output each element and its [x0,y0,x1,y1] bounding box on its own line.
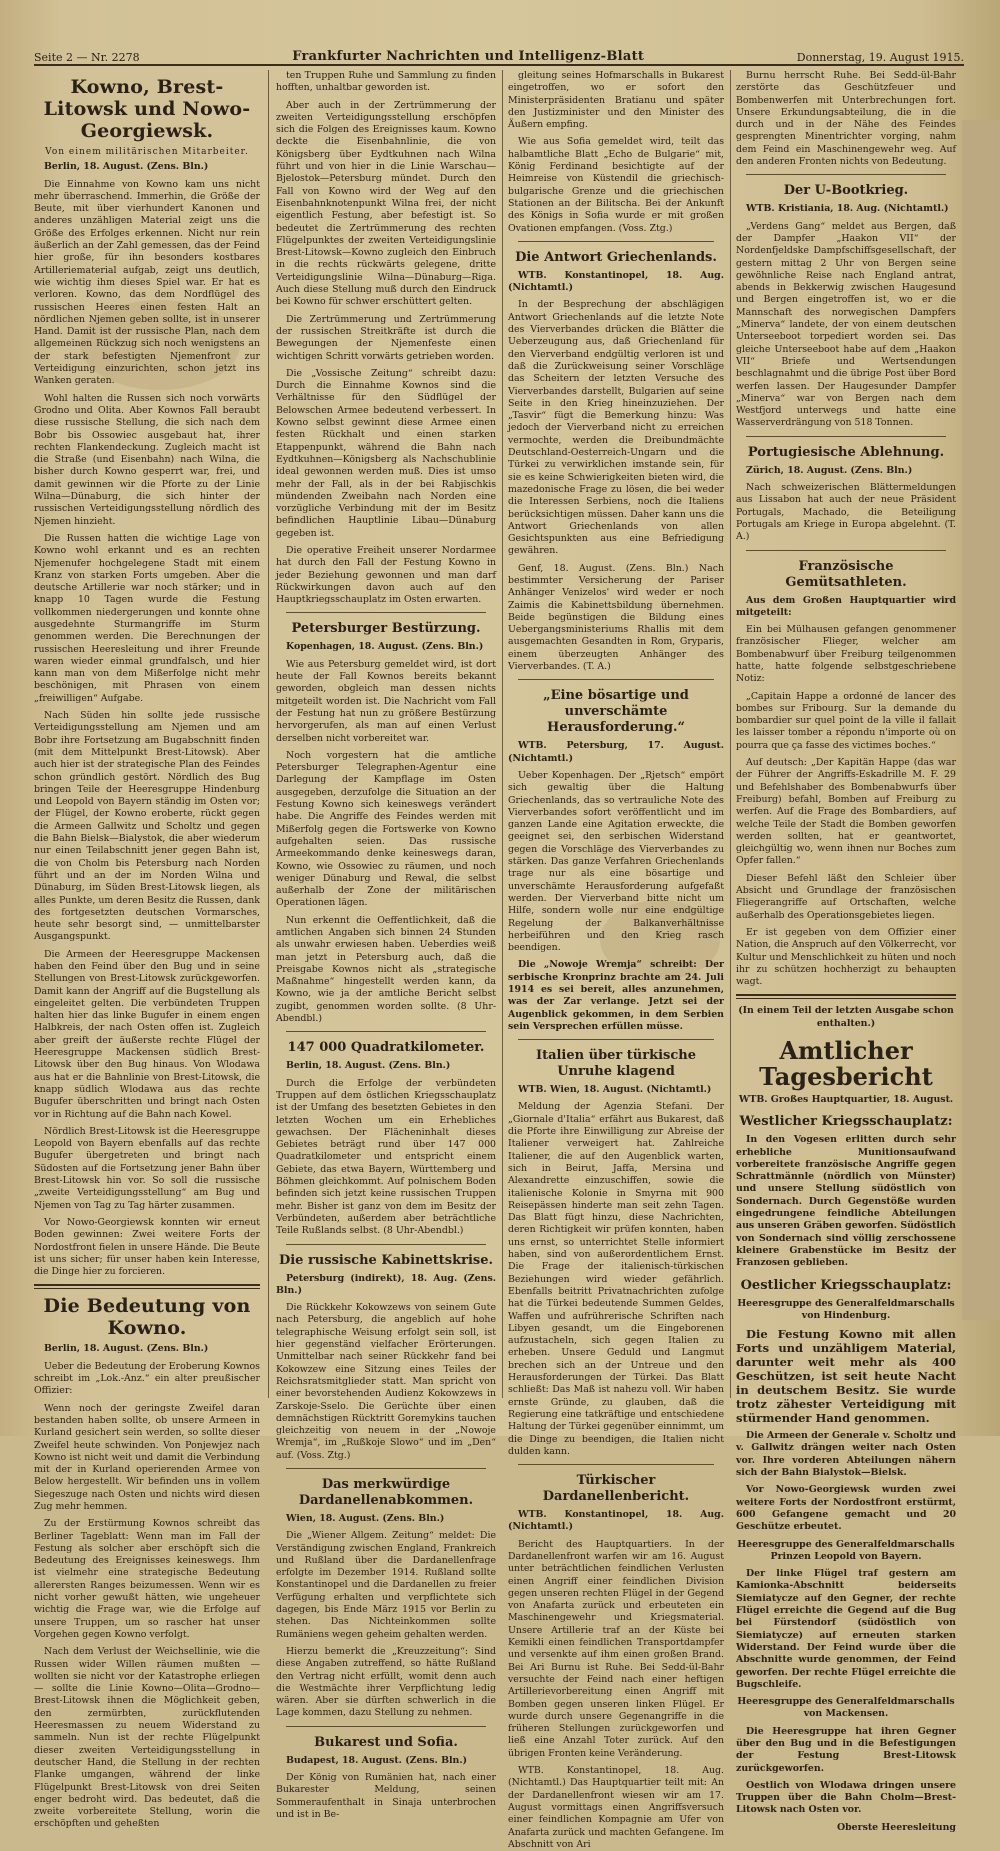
headline-dardanellen: Das merkwürdige Dardanellenabkommen. [298,1476,474,1508]
subheading: Aus dem Großen Hauptquartier wird mitgeteilt: [736,594,956,618]
paragraph: Ueber die Bedeutung der Eroberung Kownos schreibt im „Lok.-Anz.“ ein alter preußischer Offizier: [34,1360,260,1397]
headline-portugal: Portugiesische Ablehnung. [747,444,945,460]
paragraph: Die Rückkehr Kokowzews von seinem Gute nach Petersburg, die angeblich auf hohe telegraphische Weisung erfolgt sein soll, ist hier gegenständ vielfacher Erörterungen. Unmittelbar nach seiner Rückkehr fand bei Kokowzew eine Sitzung eines Teiles der Reichsratsmitglieder statt. Man spricht von einer bevorstehenden Audienz Kokowzews in Zarskoje-Sselo. Die Gerüchte über einen demnächstigen Rücktritt Goremykins tauchen gleichzeitig von neuem in der „Nowoje Wremja“, im „Rußkoje Slowo“ und im „Den“ auf. (Voss. Ztg.) [276,1302,496,1461]
paragraph: Genf, 18. August. (Zens. Bln.) Nach bestimmter Versicherung der Pariser Anhänger Venizelos' wird weder er noch Zaimis die Kabinettsbildung übernehmen. Beide begünstigen die Bildung eines Uebergangsministeriums Rhallis mit dem ausgemachten Gesandten in Rom, Gryparis, einem überzeugten Anhänger des Vierverbandes. (T. A.) [508,562,724,673]
column-4 [736,70,956,1833]
paragraph: Wie aus Sofia gemeldet wird, teilt das halbamtliche Blatt „Echo de Bulgarie“ mit, König Ferdinand besichtigte auf der Heimreise von Küstendil die griechisch-bulgarische Grenze und die griechischen Stationen an der Bilitscha. Bei der Ankunft des Königs in Sofia wurde er mit großen Ovationen empfangen. (Voss. Ztg.) [508,136,724,234]
dateline: Petersburg (indirekt), 18. Aug. (Zens. Bln.) [276,1272,496,1296]
paragraph: Ein bei Mülhausen gefangen genommener französischer Flieger, welcher am Bombenabwurf über Freiburg teilgenommen hatte, hatte folgende selbstgeschriebene Notiz: [736,624,956,685]
edition-note: (In einem Teil der letzten Ausgabe schon enthalten.) [738,1005,954,1029]
paragraph: Die Armeen der Generale v. Scholtz und v. Gallwitz drängen weiter nach Osten vor. Ihre vorderen Abteilungen nähern sich der Bahn Bialystok—Bielsk. [736,1430,956,1479]
dateline: WTB. Konstantinopel, 18. Aug. (Nichtamtl.) [508,269,724,294]
paragraph: Die „Nowoje Wremja“ schreibt: Der serbische Kronprinz brachte am 24. Juli 1914 es sei bereit, alles anzunehmen, was der Zar verlange. Jetzt sei der Augenblick gekommen, in dem Serbien sein Versprechen erfüllen müsse. [508,959,724,1032]
column-1 [34,70,260,1830]
paragraph: Hierzu bemerkt die „Kreuzzeitung“: Sind diese Angaben zutreffend, so hätte Rußland den Vertrag nicht erfüllt, womit denn auch die Westmächte ihrer Verpflichtung ledig wären. Aber sie dürften schwerlich in die Lage kommen, dazu Stellung zu nehmen. [276,1645,496,1719]
paragraph: WTB. Konstantinopel, 18. Aug. (Nichtamtl.) Das Hauptquartier teilt mit: An der Dardanellenfront wiesen wir am 17. August vormittags einen Angriffsversuch einer feindlichen Kompagnie am Ufer von Anafarta zurück und machten Gefangene. Im Abschnitt von Ari [508,1765,724,1850]
paragraph: Die Armeen der Heeresgruppe Mackensen haben den Feind über den Bug und in seine Stellungen von Brest-Litowsk zurückgeworfen. Damit kann der Angriff auf die Bugstellung als eingeleitet gelten. Die verbündeten Truppen halten hier das linke Bugufer in einem engen Halbkreis, der nach Osten offen ist. Zugleich aber greift der äußerste rechte Flügel der Heeresgruppe Mackensen südlich Brest-Litowsk über den Bug hinaus. Von Wlodawa aus hat er die Bahnlinie von Brest-Litowsk, die knapp südlich Wlodawa aus das rechte Bugufer überschritten und bringt nach Osten vor in Richtung auf die Bahn nach Kowel. [34,948,260,1120]
column-2 [276,70,496,1820]
headline-herausforderung: „Eine bösartige und unverschämte Herausforderung.“ [543,688,689,736]
headline-kowno: Kowno, Brest-Litowsk und Nowo-Georgiewsk. [43,76,251,142]
paragraph: Nach dem Verlust der Weichsellinie, wie die Russen wider Willen räumen mußten — wollten sie nicht vor der Katastrophe erliegen — sollte die Linie Kowno—Olita—Grodno—Brest-Litowsk ihnen die Möglichkeit geben, den zermürbten, zurückflutenden Heeresmassen zu neuem Widerstand zu sammeln. Nun ist der rechte Flügelpunkt dieser zweiten Verteidigungsstellung in deutscher Hand, die Stellung in der rechten Flanke umgangen, während der linke Flügelpunkt Brest-Litowsk von drei Seiten enger bedroht wird. Das bedeutet, daß die zweite vorbereitete Stellung, worin die erschöpften und geheßten [34,1646,260,1830]
headline-petersburg: Petersburger Bestürzung. [291,621,481,637]
paragraph: gleitung seines Hofmarschalls in Bukarest eingetroffen, wo er sofort den Ministerpräsidenten Bratianu und später den Justizminister und den Minister des Äußern empfing. [508,70,724,131]
page-number: Seite 2 — Nr. 2278 [34,51,140,64]
paragraph: Bericht des Hauptquartiers. In der Dardanellenfront warfen wir am 16. August unter beträchtlichen feindlichen Verlusten einen Angriff einer feindlichen Division gegen unseren rechten Flügel in der Gegend von Anafarta zurück und erbeuteten ein Maschinengewehr und Kriegsmaterial. Unsere Artillerie traf an der Küste bei Kemikli einen feindlichen Transportdampfer und versenkte auf ihm einen großen Brand. Bei Ari Burnu ist Ruhe. Bei Sedd-ül-Bahr versuchte der Feind nach einer heftigen Artillerievorbereitung einen Angriff mit Bomben gegen unseren linken Flügel. Er wurde durch unsere Gegenangriffe in die früheren Stellungen zurückgeworfen und ließ eine Anzahl Toter zurück. Auf den übrigen Fronten keine Veränderung. [508,1538,724,1759]
headline-kabinett: Die russische Kabinettskrise. [278,1252,494,1268]
heading-oestlich: Oestlicher Kriegsschauplatz: [740,1277,952,1293]
paragraph: Dieser Befehl läßt den Schleier über Absicht und Grundlage der französischen Fliegerangriffe auf Ortschaften, welche außerhalb des Operationsgebietes liegen. [736,872,956,921]
paragraph: Die Zertrümmerung und Zertrümmerung der russischen Streitkräfte ist durch die Bewegungen der Njemenfeste einen wichtigen Schritt vorwärts getrieben worden. [276,313,496,362]
headline-bukarest: Bukarest und Sofia. [314,1734,458,1750]
paragraph: Die Russen hatten die wichtige Lage von Kowno wohl erkannt und es an rechten Njemenufer hochgelegene Stadt mit einem Kranz von starken Forts umgeben. Aber die deutsche Artillerie war noch stärker; und in knapp 10 Tagen wurde die Festung vollkommen niedergerungen und konnte ohne ausgedehnte Sturmangriffe im Sturm genommen werden. Die Berechnungen der russischen Heeresleitung und ihrer Freunde waren wieder einmal grundfalsch, und hier kann man von dem Mißerfolge nicht mehr beschönigen, mit Phrasen von einem „freiwilligen“ Aufgabe. [34,532,260,704]
paragraph: Nördlich Brest-Litowsk ist die Heeresgruppe Leopold von Bayern ebenfalls auf das rechte Bugufer übergetreten und bringt nach Südosten auf die Fortsetzung jener Bahn über Brest-Litowsk hin vor. So soll die russische „zweite Verteidigungsstellung“ am Bug und Njemen von Tag zu Tag härter zusammen. [34,1125,260,1211]
dateline: Wien, 18. August. (Zens. Bln.) [286,1512,445,1524]
paragraph: Die „Vossische Zeitung“ schreibt dazu: Durch die Einnahme Kownos sind die Verhältnisse für den Südflügel der Belowschen Armee bedeutend verbessert. In Kowno selbst gewinnt diese Armee einen festen Rückhalt und einen starken Etappenpunkt, während die Bahn nach Eydtkuhnen—Königsberg als Nachschublinie ideal gewonnen werden muß. Dies ist umso mehr der Fall, als in der bei Rabjischkis mündenden Zweibahn nach Norden eine vorzügliche Verbindung mit der im Besitz befindlichen Hauptlinie Libau—Dünaburg gegeben ist. [276,367,496,539]
issue-date: Donnerstag, 19. August 1915. [796,51,964,64]
dateline: Kopenhagen, 18. August. (Zens. Bln.) [286,641,484,653]
headline-bedeutung: Die Bedeutung von Kowno. [43,1295,251,1340]
dateline: Berlin, 18. August. (Zens. Bln.) [286,1060,451,1072]
section-rule [286,1468,486,1469]
headline-gemuetsathleten: Französische Gemütsathleten. [785,558,907,590]
dateline: WTB. Großes Hauptquartier, 18. August. [738,1094,954,1105]
headline-dardanellenbericht: Türkischer Dardanellenbericht. [542,1473,690,1505]
paragraph: Er ist gegeben von dem Offizier einer Nation, die Anspruch auf den Völkerrecht, vor Kultur und Menschlichkeit zu hüten und noch ihr zu schützen hochherzigt zu behaupten wagt. [736,926,956,988]
dateline: Zürich, 18. August. (Zens. Bln.) [746,464,913,476]
byline: Von einem militärischen Mitarbeiter. [45,147,249,157]
adjacent-page-edge [962,120,1000,1320]
headline-tagesbericht: Amtlicher Tagesbericht [759,1036,933,1091]
paragraph: Wie aus Petersburg gemeldet wird, ist dort heute der Fall Kownos bereits bekannt geworden, obgleich man dessen nichts mitgeteilt worden ist. Die Nachricht vom Fall der Festung hat nun zu größere Bestürzung hervorgerufen, als man auf einen Verlust derselben nicht vorbereitet war. [276,658,496,744]
paragraph: Auf deutsch: „Der Kapitän Happe (das war der Führer der Angriffs-Eskadrille M. F. 29 und Befehlshaber des Bombenabwurfs über Freiburg) befahl, Bomben auf Freiburg zu werfen. Auf die Frage des Bombardiers, auf welche Teile der Stadt die Bomben geworfen werden sollten, hat er geantwortet, gleichgültig wo, wenn ihnen nur Boches zum Opfer fallen.“ [736,757,956,867]
subheading: Heeresgruppe des Generalfeldmarschalls von Hindenburg. [737,1297,955,1321]
paragraph: Zu der Erstürmung Kownos schreibt das Berliner Tageblatt: Wenn man im Fall der Festung als solcher aber erschöpft sich die Bedeutung des Ereignisses keineswegs. Ihm ist vielmehr eine strategische Bedeutung allerersten Ranges beizumessen. Wenn wir es nicht vorher gewußt hätten, wie ungeheuer wichtig die Frage war, wie die Erfolge auf unsere Truppen, um so rascher hat unser Vorgehen gegen Kowno verfolgt. [34,1518,260,1640]
section-rule [518,679,714,680]
section-rule [518,1464,714,1465]
paragraph: ten Truppen Ruhe und Sammlung zu finden hofften, unhaltbar geworden ist. [276,70,496,94]
paragraph: Die Einnahme von Kowno kam uns nicht mehr überraschend. Immerhin, die Größe der Beute, mit über vierhundert Kanonen und anderes unzähligen Material zeigt uns die Größe des Erfolges erkennen. Nicht nur rein äußerlich an der Zahl gemessen, das der Feind hier große, für ihn besonders kostbares Artilleriematerial aufgab, zeigt uns deutlich, wie wichtig ihm dieses Spiel war. Er hat es verloren. Kowno, das dem Nordflügel des russischen Heeres einen festen Halt an nördlichen Njemen geben sollte, ist in unserer Hand. Damit ist der russische Plan, nach dem allgemeinen Rückzug sich noch wenigstens an der stark befestigten Njemenfront zur Verteidigung einzurichten, schon jetzt ins Wanken geraten. [34,178,260,387]
column-divider [502,70,503,1398]
masthead [34,38,964,66]
paragraph: Wenn noch der geringste Zweifel daran bestanden haben sollte, ob unsere Armeen in Kurland gesichert sein werden, so sollte dieser Zweifel heute schwinden. Von Ponjewjez nach Kowno ist nicht weit und damit die Verbindung mit der in Kurland operierenden Armee von Below hergestellt. Wir befinden uns in vollem Siegeszuge nach Osten und nichts wird diesen Zug mehr hemmen. [34,1402,260,1512]
paragraph: Die Heeresgruppe hat ihren Gegner über den Bug und in die Befestigungen der Festung Brest-Litowsk zurückgeworfen. [736,1725,956,1774]
newspaper-title: Frankfurter Nachrichten und Intelligenz-Blatt [292,49,645,64]
dateline: WTB. Wien, 18. August. (Nichtamtl.) [518,1084,712,1096]
section-rule [518,1039,714,1040]
paragraph: Der linke Flügel traf gestern am Kamionka-Abschnitt beiderseits Siemiatycze auf den Gegner, der rechte Flügel erreichte die Gegend auf die Bug bei Fürstendorf (südöstlich von Siemiatycze) auf erneuten starken Widerstand. Der Feind wurde über die Abschnitte wurde genommen, der Feind geworfen. Der rechte Flügel erreichte die Bugschleife. [736,1568,956,1690]
section-rule [746,550,946,551]
subheading: Heeresgruppe des Generalfeldmarschalls Prinzen Leopold von Bayern. [737,1538,955,1562]
paragraph: In der Besprechung der abschlägigen Antwort Griechenlands auf die letzte Note des Vierverbandes drücken die Blätter die Ueberzeugung aus, daß Griechenland für den Vierverband endgültig verloren ist und daß die Zurückweisung seiner Vorschläge das Scheitern der letzten Versuche des Vierverbandes darstellt, Bulgarien auf seine Seite in den Krieg hineinzuziehen. Der „Tasvir“ fügt die Bemerkung hinzu: Was jedoch der Vierverband nicht zu erreichen vermochte, werden die Dreibundmächte Deutschland-Oesterreich-Ungarn und die Türkei zu verwirklichen imstande sein, für sie es keine Schwierigkeiten bieten wird, die mazedonische Frage zu lösen, die bei weder die Interessen Serbiens, noch die Italiens berücksichtigen müssen. Daher kann uns die Antwort Griechenlands von allen Gesichtspunkten aus eine Befriedigung gewähren. [508,299,724,557]
section-rule [736,994,956,999]
paragraph: Nach Süden hin sollte jede russische Verteidigungsstellung am Njemen und am Bobr ihre Fortsetzung am Bugabschnitt finden (mit dem Mittelpunkt Brest-Litowsk). Aber auch hier ist der strategische Plan des Feindes schon gründlich gestört. Nördlich des Bug bringen Teile der Heeresgruppe Hindenburg und Leopold von Bayern ständig im Osten vor; der Flügel, der Kowno eroberte, rückt gegen die Armeen Gallwitz und Scholtz und gegen die Bahn Bielsk—Bialystok, die aber wiederum nur einen Teilabschnitt jener gegen Bahn ist, die von Cholm bis Petersburg nach Norden führt und an der im Norden Wilna und Dünaburg, im Süden Brest-Litowsk liegen, als alles Punkte, um deren Besitz die Russen, dank des fortgesetzten deutschen Vormarsches, heute sehr besorgt sind, — unmittelbarster Ausgangspunkt. [34,710,260,943]
dateline: WTB. Konstantinopel, 18. Aug. (Nichtamtl.) [508,1509,724,1533]
headline-ubootkrieg: Der U-Bootkrieg. [783,183,909,199]
paragraph: Burnu herrscht Ruhe. Bei Sedd-ül-Bahr zerstörte das Geschützfeuer und Bombenwerfen mit Unterbrechungen fort. Unsere Erkundungsabteilung, die in die durch und in der Nähe des Feindes gesprengten Minentrichter vorging, nahm dem Feind ein Maschinengewehr weg. Auf den anderen Fronten nichts von Bedeutung. [736,70,956,168]
headline-antwort: Die Antwort Griechenlands. [515,249,717,265]
section-rule [286,1726,486,1727]
paragraph: Die operative Freiheit unserer Nordarmee hat durch den Fall der Festung Kowno in jeder Beziehung gewonnen und man darf Rückwirkungen davon auch auf den Hauptkriegsschauplatz im Osten erwarten. [276,544,496,606]
section-rule [518,241,714,242]
section-rule [286,612,486,613]
section-rule [286,1244,486,1245]
dateline: WTB. Kristiania, 18. Aug. (Nichtamtl.) [746,203,949,215]
paragraph: Die „Wiener Allgem. Zeitung“ meldet: Die Verständigung zwischen England, Frankreich und Rußland über die Dardanellenfrage erfolgte im Dezember 1914. Rußland sollte Konstantinopel und die Dardanellen zu freier Verfügung erhalten und verpflichtete sich dagegen, bis Ende März 1915 vor Berlin zu stehen. Das Nichteinkommen sollte Rumäniens wegen geheim gehalten werden. [276,1530,496,1640]
dateline: Berlin, 18. August. (Zens. Bln.) [44,161,209,173]
section-rule [34,1284,260,1289]
paragraph: Nach schweizerischen Blättermeldungen aus Lissabon hat auch der neue Präsident Portugals, Machado, die Beteiligung Portugals am Kriege in Europa abgelehnt. (T. A.) [736,482,956,543]
headline-italien: Italien über türkische Unruhe klagend [535,1048,697,1080]
paragraph: „Capitain Happe a ordonné de lancer des bombes sur Fribourg. Sur la demande du bombardier sur quel point de la ville il fallait les laisser tomber a répondu n'importe où on pourra que ça fasse des victimes boches.“ [736,690,956,751]
paragraph: Ueber Kopenhagen. Der „Rjetsch“ empört sich gewaltig über die Haltung Griechenlands, das so vertrauliche Note des Vierverbandes sofort veröffentlicht und im ganzen Lande eine Agitation erweckte, die geeignet sei, den serbischen Widerstand gegen die Vorschläge des Vierverbandes zu stärken. Das ganze Verfahren Griechenlands trage nur als eine bösartige und unverschämte Herausforderung aufgefaßt werden. Der Vierverband bitte nicht um Hilfe, sondern wolle nur eine endgültige Regelung der Balkanverhältnisse herbeiführen und den Krieg rasch beendigen. [508,769,724,954]
section-rule [746,436,946,437]
paragraph: Meldung der Agenzia Stefani. Der „Giornale d'Italia“ erfährt aus Bukarest, daß die Pforte ihre Einwilligung zur Abreise der Italiener verweigert hat. Zahlreiche Italiener, die auf den Augenblick warten, sich in Beirut, Jaffa, Mersina und Alexandrette einzuschiffen, sowie die italienische Kolonie in Smyrna mit 900 Reisepässen hinderte man seit zehn Tagen. Das Blatt fügt hinzu, diese Nachrichten, deren Richtigkeit wir prüfen konnten, haben uns ernst, so unterrichtet Stelle informiert haben, sind von außerordentlichem Ernst. Die Frage der italienisch-türkischen Beziehungen wird wieder gefährlich. Ebenfalls beitritt Privatnachrichten zufolge hat die Türkei bedeutende Summen Geldes, Waffen und aufrührerische Schriften nach Libyen gesandt, um die Eingeborenen aufzustacheln, sich gegen Italien zu erheben. Unsere Geduld und Langmut brechen sich an der Untreue und den Herausforderungen der Türkei. Das Blatt schließt: Das Maß ist nahezu voll. Wir haben ernste Gründe, zu glauben, daß die Regierung eine tatkräftige und entschiedene Haltung der Türkei gegenüber einnimmt, um die Dinge zu beendigen, die Italien nicht dulden kann. [508,1101,724,1457]
paragraph: In den Vogesen erlitten durch sehr erhebliche Munitionsaufwand vorbereitete französische Angriffe gegen Schrattmännle (nördlich von Münster) und unsere Stellung südöstlich von Sondernach. Durch Gegenstöße wurden eingedrungene feindliche Abteilungen aus unseren Gräben geworfen. Südöstlich von Sondernach sind völlig zerschossene kleinere Grabenstücke im Besitz der Franzosen geblieben. [736,1134,956,1269]
paragraph: Vor Nowo-Georgiewsk konnten wir erneut Boden gewinnen: Zwei weitere Forts der Nordostfront fielen in unsere Hände. Die Beute ist uns sicher; für unser haben kein Interesse, die Dinge hier zu forcieren. [34,1216,260,1278]
section-rule [746,174,946,175]
column-divider [730,70,731,1398]
column-divider [268,70,269,1398]
headline-147000: 147 000 Quadratkilometer. [287,1040,485,1056]
paragraph: „Verdens Gang“ meldet aus Bergen, daß der Dampfer „Haakon VII“ der Nordenfjeldske Dampfschiffsgesellschaft, der gestern mittag 2 Uhr von Bergen seine gewöhnliche Reise nach England antrat, abends in Bekkerwig zwischen Haugesund und Bergen eingetroffen ist, wo er die Mannschaft des norwegischen Dampfers „Minerva“ landete, der von einem deutschen Unterseeboot torpediert worden sei. Das gleiche Unterseeboot habe auf dem „Haakon VII“ Briefe und Wertsendungen beschlagnahmt und die übrige Post über Bord werfen lassen. Der Haugesunder Dampfer „Minerva“ war von Bergen nach dem Westfjord unterwegs und hatte eine Wasserverdrängung von 518 Tonnen. [736,220,956,429]
subheading: Heeresgruppe des Generalfeldmarschalls von Mackensen. [737,1696,955,1720]
paragraph: Wohl halten die Russen sich noch vorwärts Grodno und Olita. Aber Kownos Fall beraubt diese russische Stellung, die sich nach dem Bobr bis Ossowiec ausgebaut hat, ihrer rechten Flankendeckung. Zugleich macht ist die Straße (und Eisenbahn) nach Wilna, die bisher durch Kowno gesperrt war, frei, und damit gewinnen wir die Pforte zu der Linie Wilna—Dünaburg, die sich hinter der russischen Verteidigungsstellung nördlich des Njemen hinzieht. [34,392,260,527]
dateline: Berlin, 18. August. (Zens. Bln.) [44,1343,209,1355]
heading-westlich: Westlicher Kriegsschauplatz: [739,1114,953,1130]
dateline: WTB. Petersburg, 17. August. (Nichtamtl.) [508,740,724,764]
column-3 [508,70,724,1850]
paragraph: Aber auch in der Zertrümmerung der zweiten Verteidigungsstellung erschöpfen sich die Folgen des Ereignisses kaum. Kowno deckte die Eisenbahnlinie, die von Königsberg über Eydtkuhnen nach Wilna führt und von hier in die Linie Warschau—Bjelostok—Petersburg mündet. Durch den Fall von Kowno wird der Weg auf den Eisenbahnknotenpunkt Wilna frei, der nicht eigentlich Festung, aber befestigt ist. So bedeutet die Zertrümmerung des rechten Flügelpunktes der zweiten Verteidigungslinie Brest-Litowsk—Kowno zugleich den Einbruch in die rechts rückwärts gelegene, dritte Verteidigungslinie Wilna—Dünaburg—Riga. Auch diese Stellung muß durch den Eindruck bei Kowno für schwer erschüttert gelten. [276,99,496,308]
dateline: Budapest, 18. August. (Zens. Bln.) [286,1754,468,1766]
paragraph: Oestlich von Wlodawa dringen unsere Truppen über die Bahn Cholm—Brest-Litowsk nach Osten vor. [736,1779,956,1816]
paragraph: Der König von Rumänien hat, nach einer Bukarester Meldung, seinen Sommeraufenthalt in Sinaja unterbrochen und ist in Be- [276,1772,496,1820]
signature: Oberste Heeresleitung [836,1821,956,1833]
paragraph: Vor Nowo-Georgiewsk wurden zwei weitere Forts der Nordostfront erstürmt, 600 Gefangene gemacht und 20 Geschütze erbeutet. [736,1484,956,1533]
paragraph: Nun erkennt die Oeffentlichkeit, daß die amtlichen Angaben sich binnen 24 Stunden als unwahr erwiesen haben. Ueberdies weiß man jetzt in Petersburg auch, daß die Preisgabe Kownos nicht als „strategische Maßnahme“ hingestellt werden kann, da Kowno, wie ja der amtliche Bericht selbst zugibt, genommen worden sollte. (8 Uhr-Abendbl.) [276,914,496,1025]
section-rule [286,1031,486,1032]
paragraph-kowno: Die Festung Kowno mit allen Forts und unzähligem Material, darunter weit mehr als 400 Geschützen, ist seit heute Nacht in deutschem Besitz. Sie wurde trotz zähester Verteidigung mit stürmender Hand genommen. [736,1327,956,1426]
paragraph: Noch vorgestern hat die amtliche Petersburger Telegraphen-Agentur eine Darlegung der Kampflage im Osten ausgegeben, derzufolge die Situation an der Festung Kowno sich keineswegs verändert habe. Die Angriffe des Feindes werden mit Mißerfolg gegen die Fortswerke von Kowno aufgehalten seien. Das russische Armeekommando denke keineswegs daran, Kowno, wie Ossowiec zu räumen, und noch weniger Dünaburg und Rewal, die selbst außerhalb der Zone der militärischen Operationen lägen. [276,749,496,909]
paragraph: Durch die Erfolge der verbündeten Truppen auf dem östlichen Kriegsschauplatz ist der Umfang des besetzten Gebietes in den letzten Wochen um ein Erhebliches gewachsen. Der Flächeninhalt dieses Gebietes beträgt rund über 147 000 Quadratkilometer und entspricht einem Gebiete, das etwa Bayern, Württemberg und Böhmen gleichkommt. Auf polnischem Boden befinden sich jetzt keine russischen Truppen mehr. Bisher ist ganz von dem im Besitz der Verbündeten, außerdem aber beträchtliche Teile Rußlands selbst. (8 Uhr-Abendbl.) [276,1077,496,1237]
